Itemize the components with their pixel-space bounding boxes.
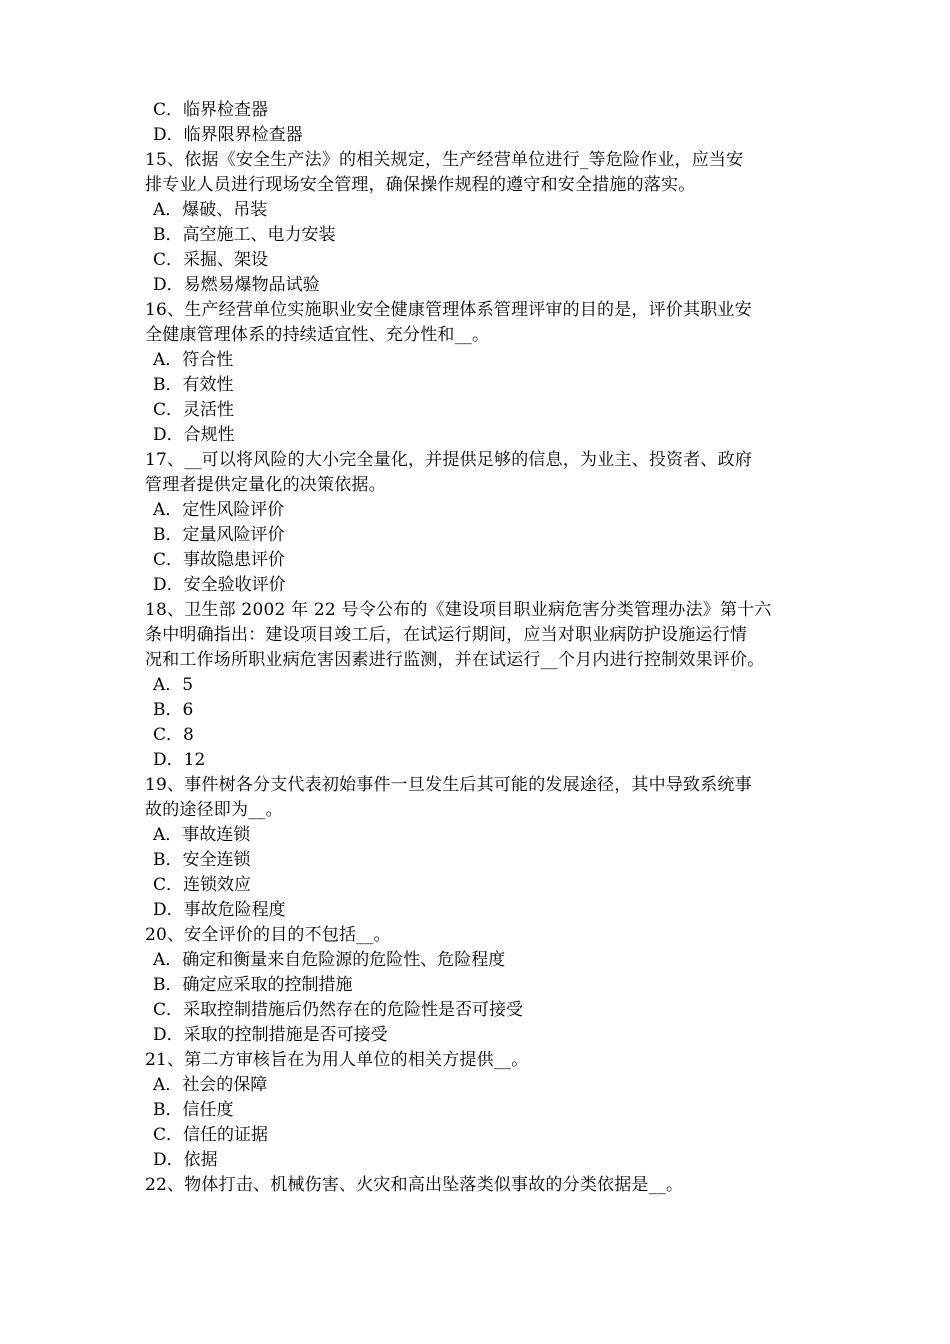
question-text-line: 故的途径即为__。 (145, 800, 283, 820)
answer-option: D．事故危险程度 (153, 900, 286, 920)
answer-option: B．确定应采取的控制措施 (153, 975, 353, 995)
question-text-line: 15、依据《安全生产法》的相关规定，生产经营单位进行_等危险作业，应当安 (145, 150, 744, 170)
answer-option: C．灵活性 (153, 400, 235, 420)
answer-option: B．安全连锁 (153, 850, 251, 870)
question-text-line: 排专业人员进行现场安全管理，确保操作规程的遵守和安全措施的落实。 (145, 175, 696, 195)
question-text-line: 17、__可以将风险的大小完全量化，并提供足够的信息，为业主、投资者、政府 (145, 450, 753, 470)
answer-option: D．临界限界检查器 (153, 125, 303, 145)
answer-option: A．符合性 (153, 350, 234, 370)
question-text-line: 16、生产经营单位实施职业安全健康管理体系管理评审的目的是，评价其职业安 (145, 300, 752, 320)
answer-option: B．信任度 (153, 1100, 234, 1120)
answer-option: A．社会的保障 (153, 1075, 268, 1095)
answer-option: D．采取的控制措施是否可接受 (153, 1025, 388, 1045)
answer-option: D．易燃易爆物品试验 (153, 275, 320, 295)
answer-option: C．采取控制措施后仍然存在的危险性是否可接受 (153, 1000, 524, 1020)
answer-option: C．采掘、架设 (153, 250, 269, 270)
answer-option: B．高空施工、电力安装 (153, 225, 336, 245)
question-text-line: 全健康管理体系的持续适宜性、充分性和__。 (145, 325, 490, 345)
answer-option: D．合规性 (153, 425, 235, 445)
answer-option: A．5 (153, 675, 194, 695)
question-list (145, 98, 825, 1198)
answer-option: C．事故隐患评价 (153, 550, 286, 570)
answer-option: B．有效性 (153, 375, 234, 395)
answer-option: C．信任的证据 (153, 1125, 269, 1145)
answer-option: C．临界检查器 (153, 100, 269, 120)
question-text-line: 管理者提供定量化的决策依据。 (145, 475, 386, 495)
answer-option: D．安全验收评价 (153, 575, 286, 595)
answer-option: B．6 (153, 700, 194, 720)
answer-option: C．连锁效应 (153, 875, 252, 895)
answer-option: D．依据 (153, 1150, 218, 1170)
answer-option: A．定性风险评价 (153, 500, 285, 520)
question-text-line: 19、事件树各分支代表初始事件一旦发生后其可能的发展途径，其中导致系统事 (145, 775, 752, 795)
question-text-line: 20、安全评价的目的不包括__。 (145, 925, 391, 945)
question-text-line: 21、第二方审核旨在为用人单位的相关方提供__。 (145, 1050, 529, 1070)
answer-option: D．12 (153, 750, 206, 770)
answer-option: A．确定和衡量来自危险源的危险性、危险程度 (153, 950, 506, 970)
answer-option: A．爆破、吊装 (153, 200, 268, 220)
question-text-line: 条中明确指出：建设项目竣工后，在试运行期间，应当对职业病防护设施运行情 (145, 625, 747, 645)
answer-option: B．定量风险评价 (153, 525, 285, 545)
answer-option: C．8 (153, 725, 194, 745)
question-text-line: 况和工作场所职业病危害因素进行监测，并在试运行__个月内进行控制效果评价。 (145, 650, 765, 670)
answer-option: A．事故连锁 (153, 825, 251, 845)
question-text-line: 18、卫生部 2002 年 22 号令公布的《建设项目职业病危害分类管理办法》第十六 (145, 600, 772, 620)
question-text-line: 22、物体打击、机械伤害、火灾和高出坠落类似事故的分类依据是__。 (145, 1175, 684, 1195)
